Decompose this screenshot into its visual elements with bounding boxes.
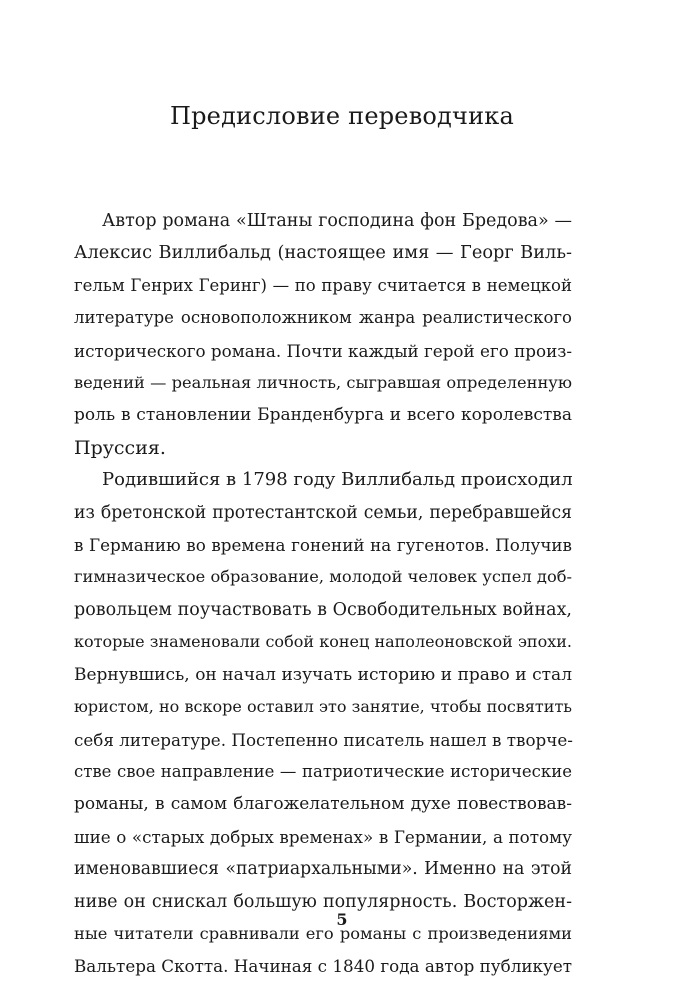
text-line: стве свое направление — патриотические исторические [74, 761, 572, 781]
text-line: роль в становлении Бранденбурга и всего королевства [74, 405, 572, 426]
text-line: Пруссия. [74, 436, 166, 459]
text-line: юристом, но вскоре оставил это занятие, чтобы посвятить [74, 697, 572, 717]
text-line: себя литературе. Постепенно писатель нашел в творче- [74, 729, 573, 750]
text-line: гимназическое образование, молодой человек успел доб- [74, 567, 572, 587]
text-line: Родившийся в 1798 году Виллибальд происходил [102, 469, 573, 491]
text-line: которые знаменовали собой конец наполеоновской эпохи. [74, 632, 572, 652]
text-line: шие о «старых добрых временах» в Германии, а потому [74, 826, 572, 847]
text-line: романы, в самом благожелательном духе повествовав- [74, 794, 572, 815]
page-number: 5 [336, 910, 348, 929]
text-line: литературе основоположником жанра реалистического [74, 308, 572, 328]
text-line: Вернувшись, он начал изучать историю и право и стал [74, 664, 572, 685]
body-text [74, 205, 572, 983]
text-line: именовавшиеся «патриархальными». Именно на этой [74, 859, 572, 880]
text-line: в Германию во времена гонений на гугенотов. Получив [74, 535, 572, 556]
chapter-title: Предисловие переводчика [169, 102, 515, 130]
text-line: ные читатели сравнивали его романы с произведениями [74, 923, 572, 943]
text-line: исторического романа. Почти каждый герой его произ- [74, 340, 573, 361]
text-line: ниве он снискал большую популярность. Восторжен- [74, 891, 572, 912]
text-line: Автор романа «Штаны господина фон Бредова» — [102, 211, 572, 231]
text-line: гельм Генрих Геринг) — по праву считается в немецкой [74, 275, 572, 295]
text-line: ровольцем поучаствовать в Освободительных войнах, [74, 599, 572, 620]
text-line: Алексис Виллибальд (настоящее имя — Георг Виль- [74, 243, 572, 264]
text-line: Вальтера Скотта. Начиная с 1840 года автор публикует [74, 956, 573, 977]
text-line: ведений — реальная личность, сыгравшая определенную [74, 373, 572, 393]
text-line: из бретонской протестантской семьи, перебравшейся [74, 502, 572, 523]
